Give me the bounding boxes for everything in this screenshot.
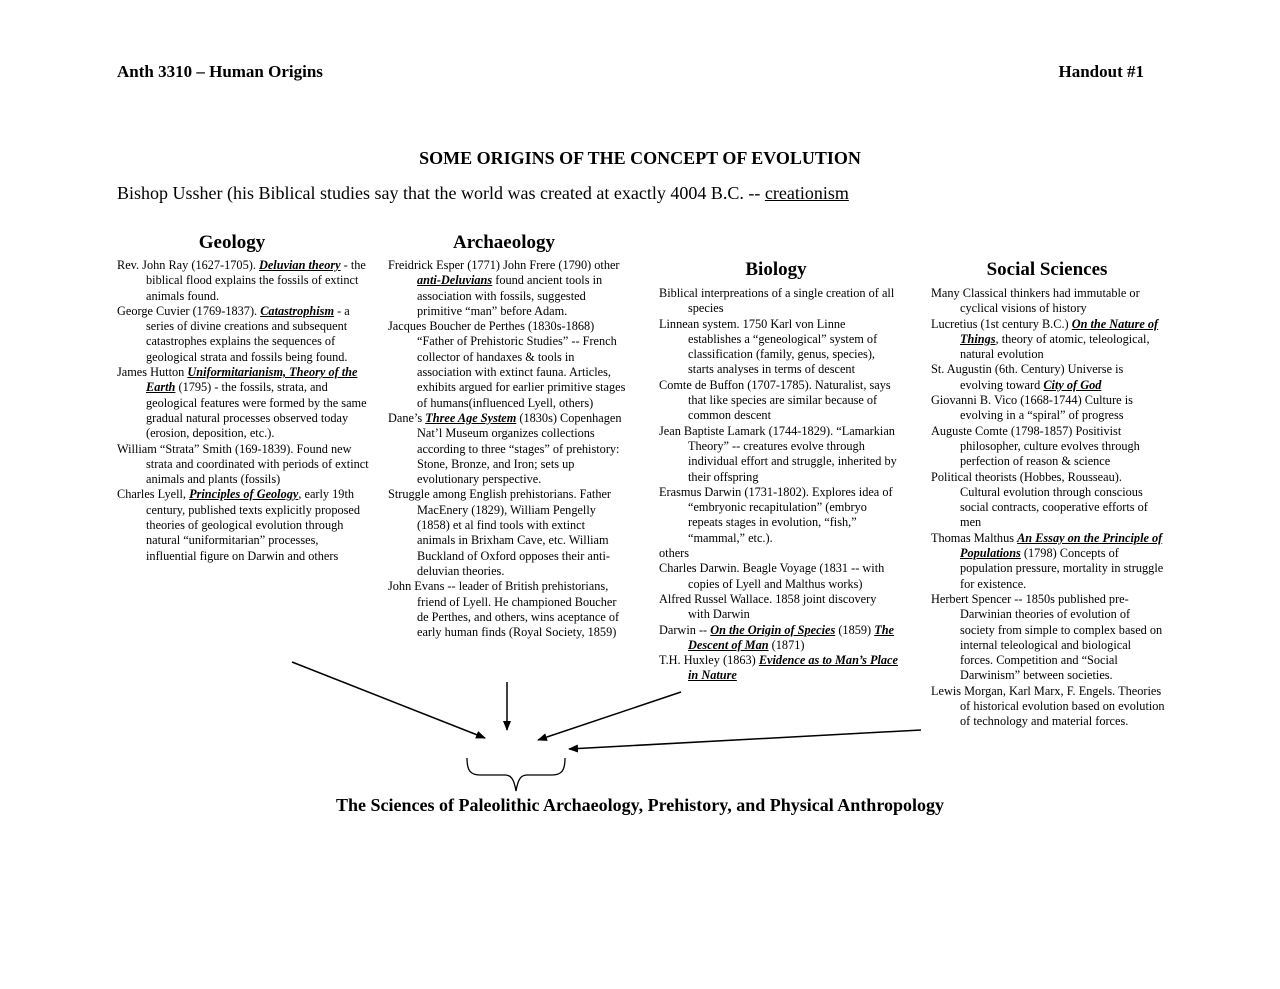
biology-entry-huxley: T.H. Huxley (1863) Evidence as to Man’s Place in Nature xyxy=(659,653,898,683)
course-title: Anth 3310 – Human Origins xyxy=(117,62,323,81)
arrow-biology xyxy=(538,692,681,740)
principles-of-geology: Principles of Geology xyxy=(189,487,299,502)
anti-deluvians: anti-Deluvians xyxy=(417,273,493,288)
footer-title: The Sciences of Paleolithic Archaeology, Prehistory, and Physical Anthropology xyxy=(335,795,944,815)
deluvian-theory: Deluvian theory xyxy=(258,258,341,272)
social-entry-morgan: Lewis Morgan, Karl Marx, F. Engels. Theories of historical evolution based on evolution of technology and material forces. xyxy=(931,683,1165,729)
biology-entry-biblical: Biblical interpreations of a single creation of all species xyxy=(659,286,895,316)
biology-entry-darwin: Charles Darwin. Beagle Voyage (1831 -- with copies of Lyell and Malthus works) xyxy=(659,561,885,591)
social-entry-spencer: Herbert Spencer -- 1850s published pre-Darwinian theories of evolution of society from simple to complex based on internal teleological and biological forces. Competition and “Social Darwinism” between societies. xyxy=(931,591,1163,683)
geology-entry-hutton: James Hutton Uniformitarianism, Theory of the Earth (1795) - the fossils, strata, and geological features were formed by the same gradual natural processes observed today (erosion, deposition, etc.). xyxy=(117,365,367,441)
biology-entry-origin: Darwin -- On the Origin of Species (1859) The Descent of Man (1871) xyxy=(659,622,894,652)
biology-entry-erasmus: Erasmus Darwin (1731-1802). Explores idea of “embryonic recapitulation” (embryo repeats stages in evolution, “fish,” “mammal,” etc.). xyxy=(659,484,893,545)
archaeology-entry-three-age: Dane’s Three Age System (1830s) Copenhagen Nat’l Museum organizes collections according to three “stages” of prehistory: Stone, Bronze, and Iron; sets up evolutionary perspective. xyxy=(388,410,622,487)
archaeology-entry-boucher: Jacques Boucher de Perthes (1830s-1868) “Father of Prehistoric Studies” -- French collector of handaxes & tools in association with extinct fauna. Articles, exhibits argued for earlier primitive stages of humans(influenced Lyell, others) xyxy=(388,319,626,410)
geology-entry-smith: William “Strata” Smith (169-1839). Found new strata and coordinated with periods of extinct animals and plants (fossils) xyxy=(117,441,369,487)
creationism-link: creationism xyxy=(764,183,849,203)
intro-text: Bishop Ussher (his Biblical studies say that the world was created at exactly 4004 B.C. -- xyxy=(117,183,765,203)
arrow-social xyxy=(569,730,921,749)
social-entry-classical: Many Classical thinkers had immutable or cyclical visions of history xyxy=(931,286,1140,316)
social-entry-vico: Giovanni B. Vico (1668-1744) Culture is evolving in a “spiral” of progress xyxy=(931,393,1133,423)
biology-entry-wallace: Alfred Russel Wallace. 1858 joint discovery with Darwin xyxy=(659,591,877,622)
archaeology-heading: Archaeology xyxy=(452,232,556,253)
essay-on-population: An Essay on the Principle of Populations xyxy=(960,530,1163,561)
social-sciences-heading: Social Sciences xyxy=(986,259,1108,280)
three-age-system: Three Age System xyxy=(425,410,517,425)
social-entry-augustin: St. Augustin (6th. Century) Universe is evolving toward City of God xyxy=(931,362,1124,392)
social-entry-political: Political theorists (Hobbes, Rousseau). Cultural evolution through conscious social contracts, cooperative efforts of men xyxy=(931,469,1148,530)
archaeology-entry-evans: John Evans -- leader of British prehistorians, friend of Lyell. He championed Boucher de Perthes, and others, wins aceptance of early human finds (Royal Society, 1859) xyxy=(388,579,620,640)
geology-entry-ray: Rev. John Ray (1627-1705). Deluvian theory - the biblical flood explains the fossils of extinct animals found. xyxy=(117,258,366,303)
descent-of-man: The Descent of Man xyxy=(688,622,894,652)
social-entry-lucretius: Lucretius (1st century B.C.) On the Nature of Things, theory of atomic, teleological, natural evolution xyxy=(931,316,1159,362)
handout-number: Handout #1 xyxy=(1058,62,1144,81)
archaeology-entry-esper: Freidrick Esper (1771) John Frere (1790) other anti-Deluvians found ancient tools in association with fossils, suggested primitive “man” before Adam. xyxy=(388,258,620,318)
geology-heading: Geology xyxy=(198,232,266,253)
biology-heading: Biology xyxy=(745,259,807,280)
biology-entry-linnean: Linnean system. 1750 Karl von Linne establishes a “geneological” system of classification (family, genus, species), starts analyses in terms of descent xyxy=(659,316,878,377)
geology-entry-cuvier: George Cuvier (1769-1837). Catastrophism - a series of divine creations and subsequent catastrophes explains the sequences of geological strata and fossils being found. xyxy=(117,303,350,364)
page-title: SOME ORIGINS OF THE CONCEPT OF EVOLUTION xyxy=(419,148,861,168)
origin-of-species: On the Origin of Species xyxy=(710,622,836,637)
nature-of-things: On the Nature of Things xyxy=(960,316,1159,346)
evidence-mans-place: Evidence as to Man’s Place in Nature xyxy=(688,653,898,683)
geology-entry-lyell: Charles Lyell, Principles of Geology, early 19th century, published texts explicitly proposed theories of geological evolution through natural “uniformitarian” processes, influential figure on Darwin and others xyxy=(117,487,361,563)
social-entry-malthus: Thomas Malthus An Essay on the Principle of Populations (1798) Concepts of population pressure, mortality in struggle for existence. xyxy=(931,530,1164,591)
social-entry-comte: Auguste Comte (1798-1857) Positivist philosopher, culture evolves through perfection of reason & science xyxy=(931,423,1140,469)
city-of-god: City of God xyxy=(1043,377,1102,392)
biology-entry-lamark: Jean Baptiste Lamark (1744-1829). “Lamarkian Theory” -- creatures evolve through individual effort and struggle, inherited by their offspring xyxy=(659,423,897,484)
uniformitarianism: Uniformitarianism, Theory of the Earth xyxy=(146,365,358,395)
arrow-geology xyxy=(292,662,485,738)
brace xyxy=(467,758,565,791)
archaeology-entry-struggle: Struggle among English prehistorians. Father MacEnery (1829), William Pengelly (1858) et al find tools with extinct animals in Brixham Cave, etc. William Buckland of Oxford opposes their anti-deluvian theories. xyxy=(388,487,612,578)
catastrophism: Catastrophism xyxy=(260,303,335,318)
biology-entry-buffon: Comte de Buffon (1707-1785). Naturalist, says that like species are similar because of common descent xyxy=(659,377,891,423)
biology-entry-others: others xyxy=(659,546,690,561)
